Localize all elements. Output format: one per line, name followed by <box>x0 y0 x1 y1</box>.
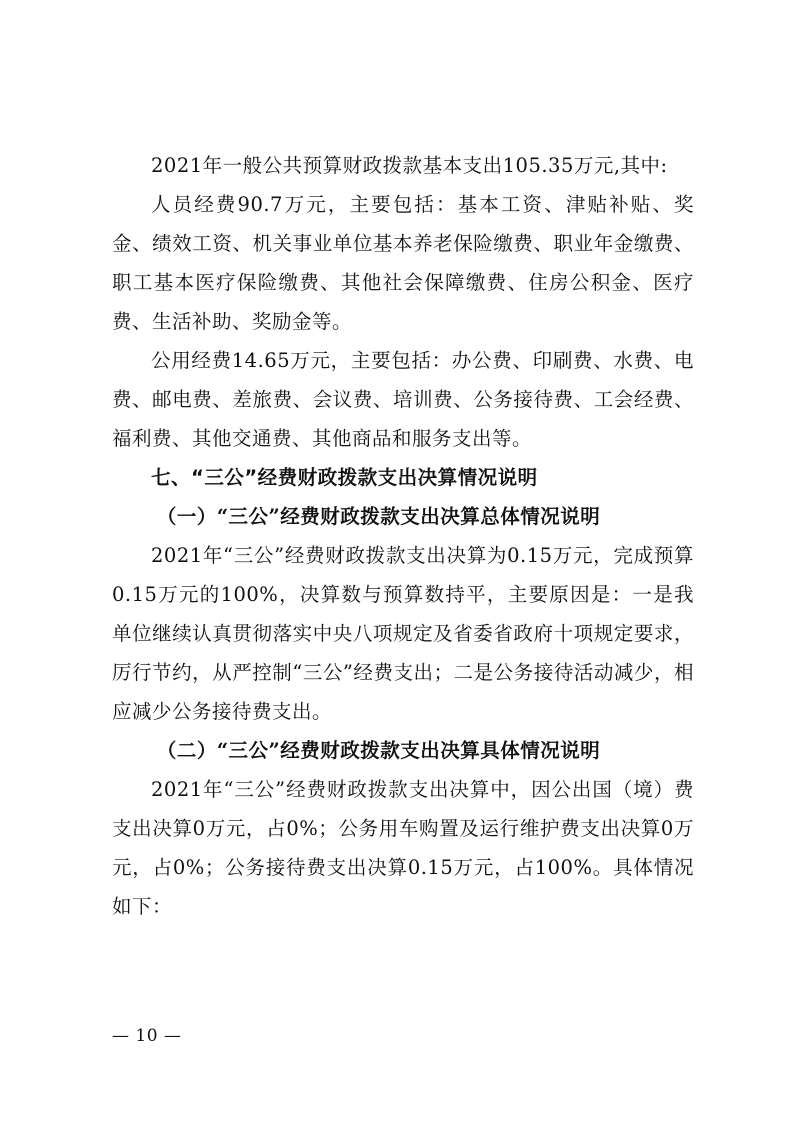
section-heading-three-public: 七、“三公”经费财政拨款支出决算情况说明 <box>151 466 538 489</box>
paragraph-basic-expenditure: 2021年一般公共预算财政拨款基本支出105.35万元,其中: <box>151 154 668 177</box>
paragraph-personnel-expenses: 人员经费90.7万元，主要包括：基本工资、津贴补贴、奖金、绩效工资、机关事业单位基本养老保险缴费、职业年金缴费、职工基本医疗保险缴费、其他社会保障缴费、住房公积金、医疗费、生活补助、奖励金等。 <box>112 193 694 333</box>
subsection-heading-specific: （二）“三公”经费财政拨款支出决算具体情况说明 <box>156 739 601 762</box>
paragraph-overall-explanation: 2021年“三公”经费财政拨款支出决算为0.15万元，完成预算0.15万元的100%，决算数与预算数持平，主要原因是：一是我单位继续认真贯彻落实中央八项规定及省委省政府十项规定要求，厉行节约，从严控制“三公”经费支出；二是公务接待活动减少，相应减少公务接待费支出。 <box>112 544 694 723</box>
subsection-heading-overall: （一）“三公”经费财政拨款支出决算总体情况说明 <box>156 505 601 528</box>
document-body <box>112 146 694 926</box>
page-number: — 10 — <box>112 1026 182 1046</box>
paragraph-specific-explanation: 2021年“三公”经费财政拨款支出决算中，因公出国（境）费支出决算0万元，占0%；公务用车购置及运行维护费支出决算0万元，占0%；公务接待费支出决算0.15万元，占100%。具体情况如下： <box>112 778 694 918</box>
paragraph-public-expenses: 公用经费14.65万元，主要包括：办公费、印刷费、水费、电费、邮电费、差旅费、会议费、培训费、公务接待费、工会经费、福利费、其他交通费、其他商品和服务支出等。 <box>112 349 694 450</box>
